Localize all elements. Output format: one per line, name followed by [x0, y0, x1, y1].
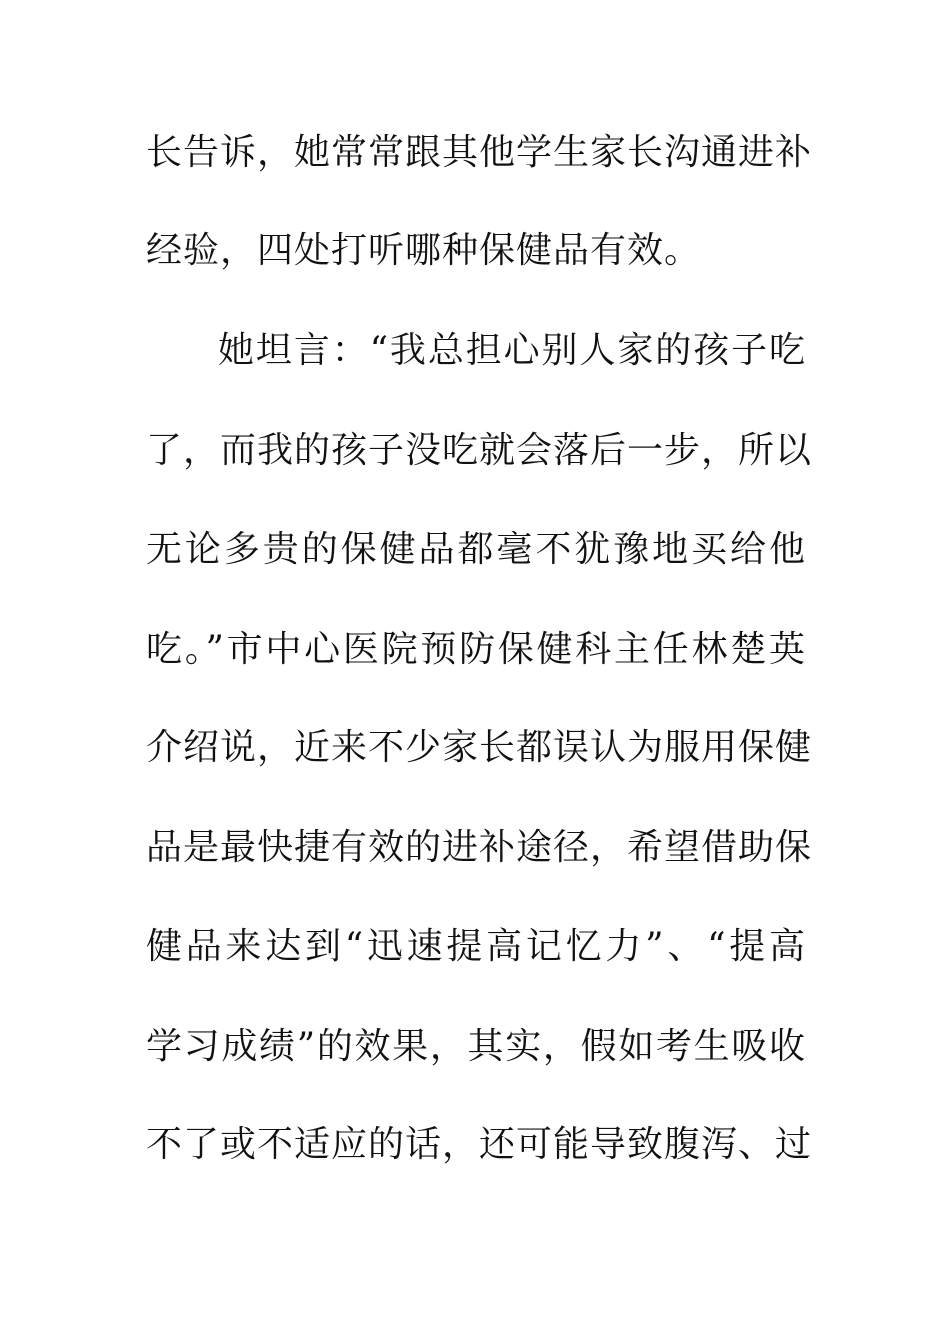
text-line-8: 品是最快捷有效的进补途径，希望借助保	[146, 827, 813, 868]
text-line-10: 学习成绩”的效果，其实，假如考生吸收	[146, 1026, 806, 1067]
text-line-9: 健品来达到“迅速提高记忆力”、“提高	[146, 926, 806, 967]
text-line-4: 了，而我的孩子没吃就会落后一步，所以	[146, 430, 813, 471]
text-line-3: 她坦言：“我总担心别人家的孩子吃	[218, 330, 806, 371]
text-line-5: 无论多贵的保健品都毫不犹豫地买给他	[146, 529, 806, 570]
text-line-7: 介绍说，近来不少家长都误认为服用保健	[146, 727, 813, 768]
text-line-11: 不了或不适应的话，还可能导致腹泻、过	[146, 1124, 813, 1165]
text-line-1: 长告诉，她常常跟其他学生家长沟通进补	[146, 132, 813, 173]
text-line-2: 经验，四处打听哪种保健品有效。	[146, 230, 702, 271]
text-line-6: 吃。”市中心医院预防保健科主任林楚英	[146, 629, 806, 670]
